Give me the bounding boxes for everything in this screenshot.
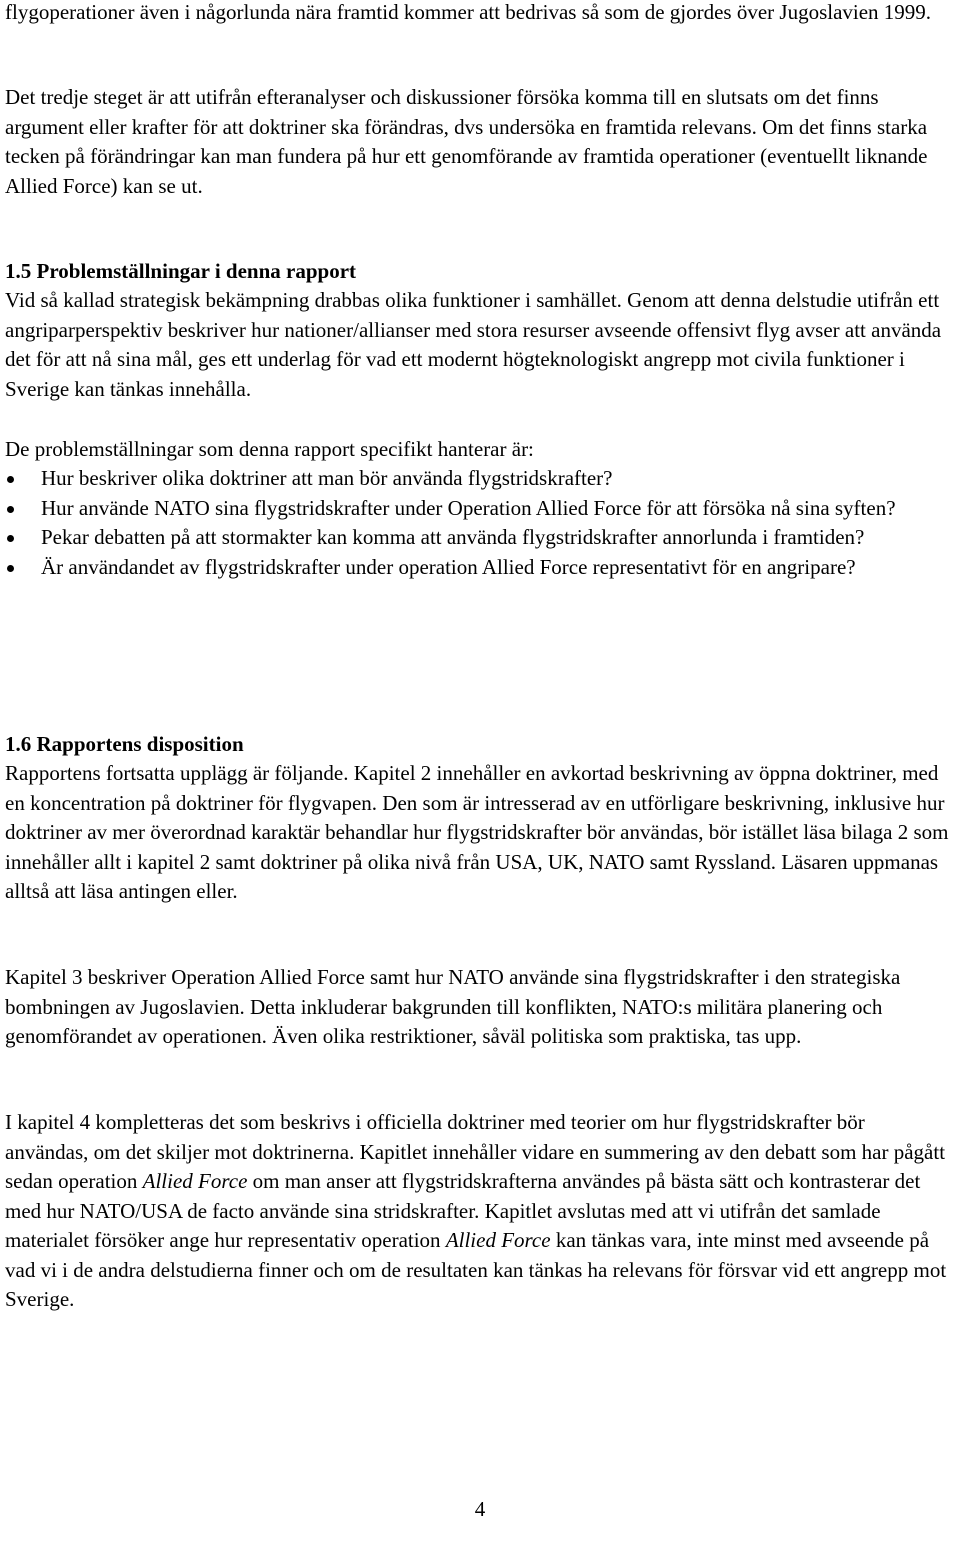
list-item: Hur använde NATO sina flygstridskrafter under Operation Allied Force för att försöka nå sina syften? bbox=[5, 494, 950, 524]
operation-name: Allied Force bbox=[445, 1228, 551, 1252]
bullet-icon bbox=[7, 476, 14, 483]
page-number: 4 bbox=[474, 1497, 486, 1521]
section-1-6-paragraph-1: Rapportens fortsatta upplägg är följande. Kapitel 2 innehåller en avkortad beskrivning av öppna doktriner, med en koncentration på doktriner för flygvapen. Den som är intresserad av en utförligare beskrivning, inklusive hur doktriner av mer överordnad karaktär behandlar hur flygstridskrafter bör användas, bör istället läsa bilaga 2 som innehåller allt i kapitel 2 samt doktriner på olika nivå från USA, UK, NATO samt Ryssland. Läsaren uppmanas alltså att läsa antingen eller. bbox=[5, 761, 949, 903]
bullet-icon bbox=[7, 565, 14, 572]
section-heading-1-5: 1.5 Problemställningar i denna rapport bbox=[5, 259, 357, 283]
section-1-6-paragraph-2: Kapitel 3 beskriver Operation Allied Force samt hur NATO använde sina flygstridskrafter i den strategiska bombningen av Jugoslavien. Detta inkluderar bakgrunden till konflikten, NATO:s militära planering och genomförandet av operationen. Även olika restriktioner, såväl politiska som praktiska, tas upp. bbox=[5, 965, 901, 1048]
list-item: Är användandet av flygstridskrafter under operation Allied Force representativt för en angripare? bbox=[5, 553, 950, 583]
list-item: Pekar debatten på att stormakter kan komma att använda flygstridskrafter annorlunda i framtiden? bbox=[5, 523, 950, 553]
section-1-5-intro: Vid så kallad strategisk bekämpning drabbas olika funktioner i samhället. Genom att denna delstudie utifrån ett angriparperspektiv beskriver hur nationer/allianser med stora resurser avseende offensivt flyg avser att använda det för att nå sina mål, ges ett underlag för vad ett modernt högteknologiskt angrepp mot civila funktioner i Sverige kan tänkas innehålla. bbox=[5, 288, 942, 401]
section-1-6-paragraph-3: I kapitel 4 kompletteras det som beskrivs i officiella doktriner med teorier om hur flygstridskrafter bör användas, om det skiljer mot doktrinerna. Kapitlet innehåller vidare en summering av den debatt som har pågått sedan operation Allied Force om man anser att flygstridskrafterna användes på bästa sätt och kontrasterar det med hur NATO/USA de facto använde sina stridskrafter. Kapitlet avslutas med att vi utifrån det samlade materialet försöker ange hur representativ operation Allied Force kan tänkas vara, inte minst med avseende på vad vi i de andra delstudierna finner och om de resultaten kan tänkas ha relevans för försvar vid ett angrepp mot Sverige. bbox=[5, 1110, 947, 1311]
problem-list-intro: De problemställningar som denna rapport specifikt hanterar är: bbox=[5, 437, 534, 461]
paragraph-continuation: flygoperationer även i någorlunda nära framtid kommer att bedrivas så som de gjordes över Jugoslavien 1999. bbox=[5, 0, 932, 24]
problem-list bbox=[5, 464, 950, 582]
operation-name: Allied Force bbox=[142, 1169, 248, 1193]
bullet-icon bbox=[7, 506, 14, 513]
paragraph-third-step: Det tredje steget är att utifrån efteranalyser och diskussioner försöka komma till en slutsats om det finns argument eller krafter för att doktriner ska förändras, dvs undersöka en framtida relevans. Om det finns starka tecken på förändringar kan man fundera på hur ett genomförande av framtida operationer (eventuellt liknande Allied Force) kan se ut. bbox=[5, 85, 928, 198]
bullet-icon bbox=[7, 535, 14, 542]
list-item: Hur beskriver olika doktriner att man bör använda flygstridskrafter? bbox=[5, 464, 950, 494]
section-heading-1-6: 1.6 Rapportens disposition bbox=[5, 732, 244, 756]
